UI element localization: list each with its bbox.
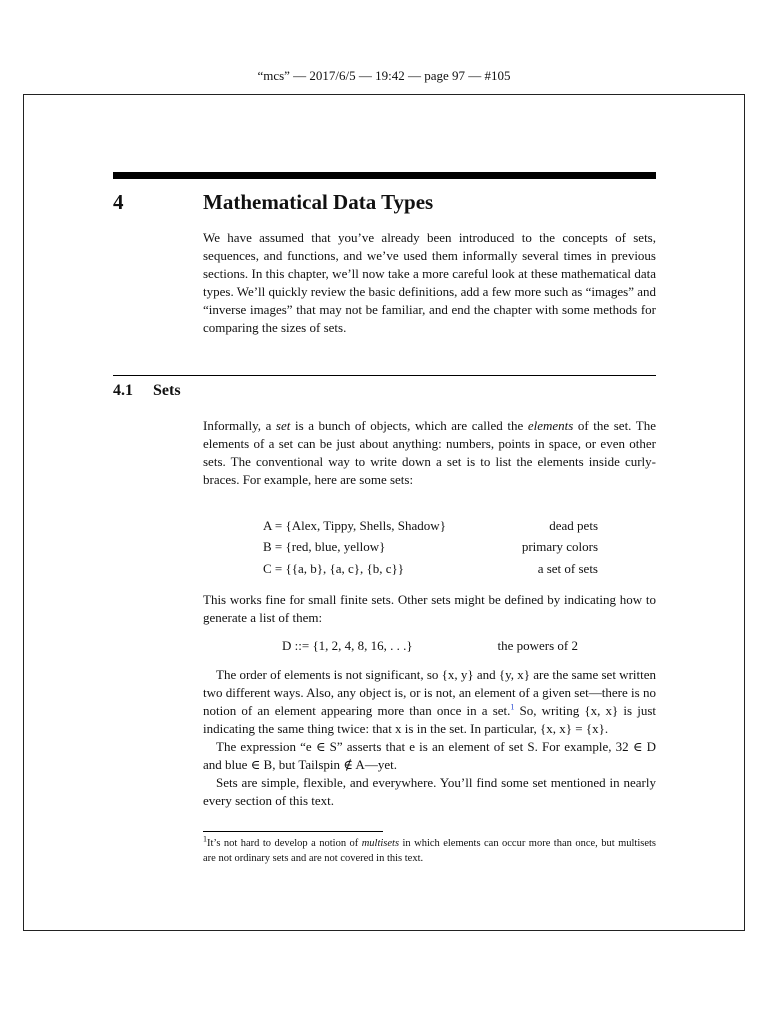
chapter-intro	[203, 229, 656, 337]
set-description: a set of sets	[537, 561, 598, 576]
section-number: 4.1	[113, 382, 133, 399]
chapter-intro-text: We have assumed that you’ve already been introduced to the concepts of sets, sequences, and functions, and we’ve used them informally several times in previous sections. In this chapter, we’ll now take a more careful look at these mathematical data types. We’ll quickly review the basic definitions, add a few more such as “images” and “inverse images” that may not be familiar, and end the chapter with some methods for comparing the sizes of sets.	[203, 230, 656, 335]
p3-text-a: The order of elements is not significant, so {x, y} and {y, x} are the same set written two different ways. Also, any object is, or is not, an element of a given set—there is no notion of an element appearing more than once in a set.	[203, 667, 657, 718]
set-math: C = {{a, b}, {a, c}, {b, c}}	[263, 561, 405, 576]
set-example-b	[203, 539, 598, 560]
running-header: “mcs” — 2017/6/5 — 19:42 — page 97 — #105	[257, 68, 511, 83]
sets-paragraph-2	[203, 591, 656, 627]
term-elements: elements	[527, 418, 574, 433]
chapter-rule	[113, 172, 656, 179]
set-math: B = {red, blue, yellow}	[263, 539, 386, 554]
footnote	[203, 836, 656, 866]
footnote-text-a: It’s not hard to develop a notion of	[207, 838, 362, 849]
set-description: the powers of 2	[497, 638, 578, 653]
sets-paragraph-1	[203, 417, 656, 489]
p1-text-b: is a bunch of objects, which are called the	[290, 418, 528, 433]
chapter-number: 4	[113, 190, 124, 214]
p2-text: This works fine for small finite sets. Other sets might be defined by indicating how to generate a list of them:	[203, 592, 656, 625]
footnote-italic: multisets	[361, 838, 400, 849]
set-math: D ::= {1, 2, 4, 8, 16, . . .}	[282, 638, 413, 653]
section-title: Sets	[153, 382, 181, 399]
set-description: dead pets	[549, 518, 598, 533]
footnote-reference[interactable]: 1	[510, 702, 515, 712]
footnote-rule	[203, 831, 383, 832]
set-example-a	[203, 518, 598, 539]
powers-example	[203, 638, 578, 659]
section-rule	[113, 375, 656, 376]
p3-text-b: So, writing {x, x} is just indicating the same thing twice: that x is in the set. In particular, {x, x} = {x}.	[203, 703, 656, 736]
p4-text: The expression “e ∈ S” asserts that e is an element of set S. For example, 32 ∈ D and blue ∈ B, but Tailspin ∉ A—yet.	[203, 739, 656, 772]
term-set: set	[275, 418, 291, 433]
p1-text-c: of the set. The elements of a set can be just about anything: numbers, points in space, or even other sets. The conventional way to write down a set is to list the elements inside curly-braces. For example, here are some sets:	[203, 418, 656, 487]
footnote-text-b: in which elements can occur more than once, but multisets are not ordinary sets and are not covered in this text.	[203, 838, 657, 864]
footnote-mark: 1	[203, 834, 207, 844]
sets-paragraph-3	[203, 666, 656, 810]
set-example-c	[203, 561, 598, 582]
p5-text: Sets are simple, flexible, and everywhere. You’ll find some set mentioned in nearly every section of this text.	[203, 775, 656, 808]
chapter-title: Mathematical Data Types	[203, 190, 434, 214]
set-description: primary colors	[521, 539, 598, 554]
p1-text-a: Informally, a	[203, 418, 276, 433]
set-math: A = {Alex, Tippy, Shells, Shadow}	[263, 518, 446, 533]
